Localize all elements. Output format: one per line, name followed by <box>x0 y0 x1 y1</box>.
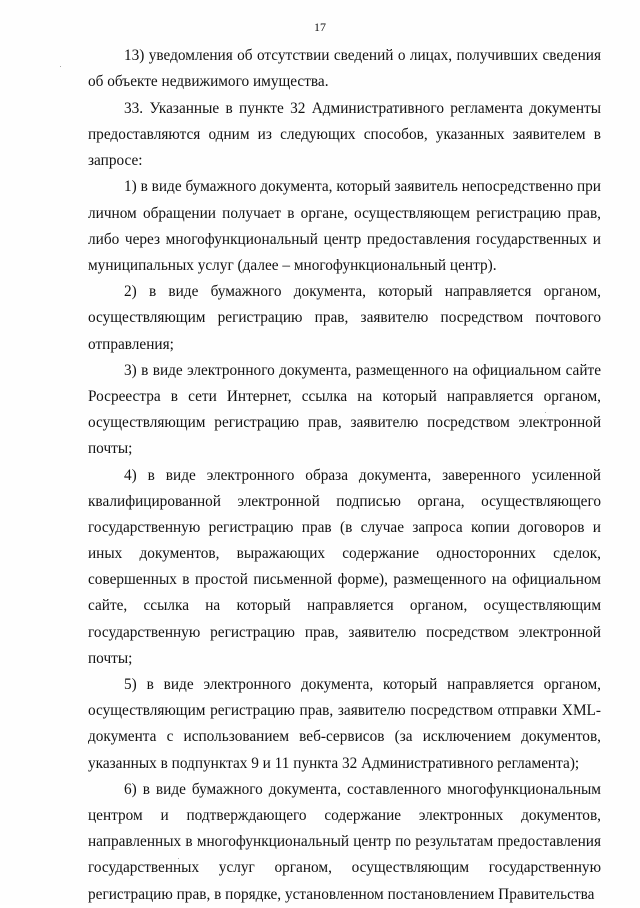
document-body <box>88 43 601 908</box>
paragraph-method-6: 6) в виде бумажного документа, составленного многофункциональным центром и подтверждающего содержание электронных документов, направленных в многофункциональный центр по результатам предоставления государственных услуг органом, осуществляющим государственную регистрацию прав, в порядке, установленном постановлением Правительства <box>88 781 601 903</box>
page-number: 17 <box>314 20 326 34</box>
paragraph-method-3: 3) в виде электронного документа, размещенного на официальном сайте Росреестра в сети Интернет, ссылка на который направляется органом, осуществляющим регистрацию прав, заявителю посредством электронной почты; <box>88 362 601 458</box>
paragraph-method-5: 5) в виде электронного документа, который направляется органом, осуществляющим регистрацию прав, заявителю посредством отправки XML-документа с использованием веб-сервисов (за исключением документов, указанных в подпунктах 9 и 11 пункта 32 Административного регламента); <box>88 676 601 772</box>
paragraph-method-4: 4) в виде электронного образа документа, заверенного усиленной квалифицированной электронной подписью органа, осуществляющего государственную регистрацию прав (в случае запроса копии договоров и иных документов, выражающих содержание односторонних сделок, совершенных в простой письменной форме), размещенного на официальном сайте, ссылка на который направляется органом, осуществляющим государственную регистрацию прав, заявителю посредством электронной почты; <box>88 467 601 667</box>
paragraph-section-33: 33. Указанные в пункте 32 Административного регламента документы предоставляются одним из следующих способов, указанных заявителем в запросе: <box>88 99 601 169</box>
paragraph-method-2: 2) в виде бумажного документа, который направляется органом, осуществляющим регистрацию прав, заявителю посредством почтового отправления; <box>88 283 601 353</box>
scan-speck <box>178 858 179 859</box>
scan-speck <box>60 66 61 67</box>
scan-speck <box>545 412 546 413</box>
paragraph-item-13: 13) уведомления об отсутствии сведений о лицах, получивших сведения об объекте недвижимого имущества. <box>88 47 601 91</box>
paragraph-method-1: 1) в виде бумажного документа, который заявитель непосредственно при личном обращении получает в органе, осуществляющем регистрацию прав, либо через многофункциональный центр предоставления государственных и муниципальных услуг (далее – многофункциональный центр). <box>88 178 601 274</box>
